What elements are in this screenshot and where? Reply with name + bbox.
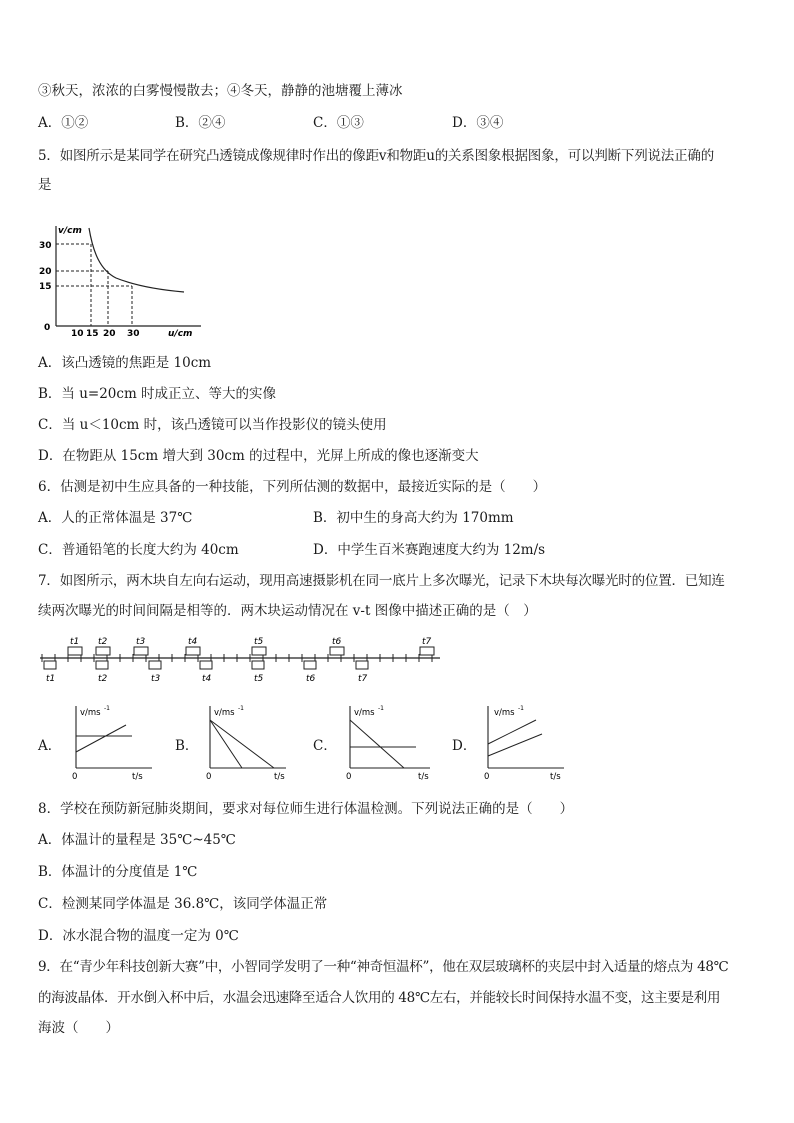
q7-bottom-label-4: t4 xyxy=(202,674,212,684)
q7-graph-d-label: D． xyxy=(452,738,477,754)
q5-xtick-30: 30 xyxy=(127,329,140,339)
q7-bottom-label-1: t1 xyxy=(46,674,56,684)
q7-a-origin: 0 xyxy=(72,772,78,782)
q6-option-d: D．中学生百米赛跑速度大约为 12m/s xyxy=(313,542,546,558)
q7-top-label-6: t6 xyxy=(332,637,342,647)
q7-c-sup: -1 xyxy=(378,705,384,712)
q8-option-b: B．体温计的分度值是 1℃ xyxy=(38,864,198,880)
q5-xtick-15: 15 xyxy=(86,329,99,339)
q7-d-ylabel: v/ms xyxy=(494,708,515,718)
q7-stem-line-1: 7．如图所示，两木块自左向右运动，现用高速摄影机在同一底片上多次曝光，记录下木块每次曝光时的位置．已知连 xyxy=(38,573,725,589)
q4-line: ③秋天，浓浓的白雾慢慢散去；④冬天，静静的池塘覆上薄冰 xyxy=(38,83,403,99)
q7-b-ylabel: v/ms xyxy=(214,708,235,718)
q6-option-a: A．人的正常体温是 37℃ xyxy=(38,510,193,526)
q5-stem-line-1: 5．如图所示是某同学在研究凸透镜成像规律时作出的像距v和物距u的关系图象根据图象，可以判断下列说法正确的 xyxy=(38,148,715,164)
q7-graph-a xyxy=(60,698,160,782)
q7-bottom-label-6: t6 xyxy=(306,674,316,684)
q7-top-label-7: t7 xyxy=(422,637,432,647)
q7-lower-blocks xyxy=(44,661,368,669)
q7-exposure-strip xyxy=(38,632,446,686)
q7-a-xlabel: t/s xyxy=(132,772,143,782)
q5-ylabel: v/cm xyxy=(58,226,82,236)
q5-origin: 0 xyxy=(44,323,51,333)
q7-top-label-4: t4 xyxy=(188,637,198,647)
q8-stem: 8．学校在预防新冠肺炎期间，要求对每位师生进行体温检测。下列说法正确的是（ ） xyxy=(38,801,574,817)
q5-ytick-15: 15 xyxy=(39,282,52,292)
q7-graph-b-label: B． xyxy=(175,738,199,754)
q5-ytick-30: 30 xyxy=(39,241,52,251)
q5-option-b: B．当 u=20cm 时成正立、等大的实像 xyxy=(38,386,277,402)
q4-option-d: D．③④ xyxy=(452,115,504,131)
q9-stem-line-2: 的海波晶体．开水倒入杯中后，水温会迅速降至适合人饮用的 48℃左右，并能较长时间保持水温不变，这主要是利用 xyxy=(38,990,721,1006)
q7-top-label-2: t2 xyxy=(98,637,108,647)
q7-bottom-label-2: t2 xyxy=(98,674,108,684)
q4-option-b: B．②④ xyxy=(175,115,226,131)
q5-option-c: C．当 u＜10cm 时，该凸透镜可以当作投影仪的镜头使用 xyxy=(38,417,387,433)
q8-option-c: C．检测某同学体温是 36.8℃，该同学体温正常 xyxy=(38,896,328,912)
q5-uv-graph xyxy=(36,222,206,340)
q7-top-label-1: t1 xyxy=(70,637,80,647)
q7-a-ylabel: v/ms xyxy=(80,708,101,718)
q8-option-d: D．冰水混合物的温度一定为 0℃ xyxy=(38,928,239,944)
q7-stem-line-2: 续两次曝光的时间间隔是相等的．两木块运动情况在 v-t 图像中描述正确的是（ ） xyxy=(38,603,537,619)
q7-a-sup: -1 xyxy=(104,705,110,712)
q7-b-sup: -1 xyxy=(238,705,244,712)
q7-d-xlabel: t/s xyxy=(550,772,561,782)
q7-upper-labels xyxy=(70,637,432,647)
q5-xtick-20: 20 xyxy=(103,329,116,339)
q7-lower-labels xyxy=(46,674,368,684)
q5-ytick-20: 20 xyxy=(39,267,52,277)
q7-graph-c xyxy=(334,698,438,782)
q5-xtick-10: 10 xyxy=(71,329,84,339)
q7-bottom-label-3: t3 xyxy=(151,674,161,684)
q5-option-a: A．该凸透镜的焦距是 10cm xyxy=(38,355,212,371)
q9-stem-line-3: 海波（ ） xyxy=(38,1020,119,1036)
q7-graph-a-label: A． xyxy=(38,738,62,754)
q7-top-label-5: t5 xyxy=(254,637,264,647)
q4-option-a: A．①② xyxy=(38,115,89,131)
q6-stem: 6．估测是初中生应具备的一种技能，下列所估测的数据中，最接近实际的是（ ） xyxy=(38,479,547,495)
q6-option-b: B．初中生的身高大约为 170mm xyxy=(313,510,514,526)
q5-curve xyxy=(89,228,184,292)
q7-b-xlabel: t/s xyxy=(274,772,285,782)
q7-upper-blocks xyxy=(68,647,434,655)
q7-c-origin: 0 xyxy=(346,772,352,782)
q7-graph-b xyxy=(194,698,294,782)
q7-c-ylabel: v/ms xyxy=(354,708,375,718)
q7-c-xlabel: t/s xyxy=(418,772,429,782)
q7-b-origin: 0 xyxy=(206,772,212,782)
q7-bottom-label-7: t7 xyxy=(358,674,368,684)
q5-guides xyxy=(56,244,132,326)
q7-graph-d xyxy=(472,698,572,782)
q7-d-origin: 0 xyxy=(484,772,490,782)
q7-bottom-label-5: t5 xyxy=(254,674,264,684)
q5-xlabel: u/cm xyxy=(168,329,193,339)
q7-graph-c-label: C． xyxy=(313,738,337,754)
q9-stem-line-1: 9．在“青少年科技创新大赛”中，小智同学发明了一种“神奇恒温杯”，他在双层玻璃杯的夹层中封入适量的熔点为 48℃ xyxy=(38,959,729,975)
q5-option-d: D．在物距从 15cm 增大到 30cm 的过程中，光屏上所成的像也逐渐变大 xyxy=(38,448,479,464)
q6-option-c: C．普通铅笔的长度大约为 40cm xyxy=(38,542,239,558)
q8-option-a: A．体温计的量程是 35℃~45℃ xyxy=(38,832,236,848)
q5-stem-line-2: 是 xyxy=(38,177,52,193)
q4-option-c: C．①③ xyxy=(313,115,364,131)
q7-d-sup: -1 xyxy=(518,705,524,712)
q7-top-label-3: t3 xyxy=(136,637,146,647)
